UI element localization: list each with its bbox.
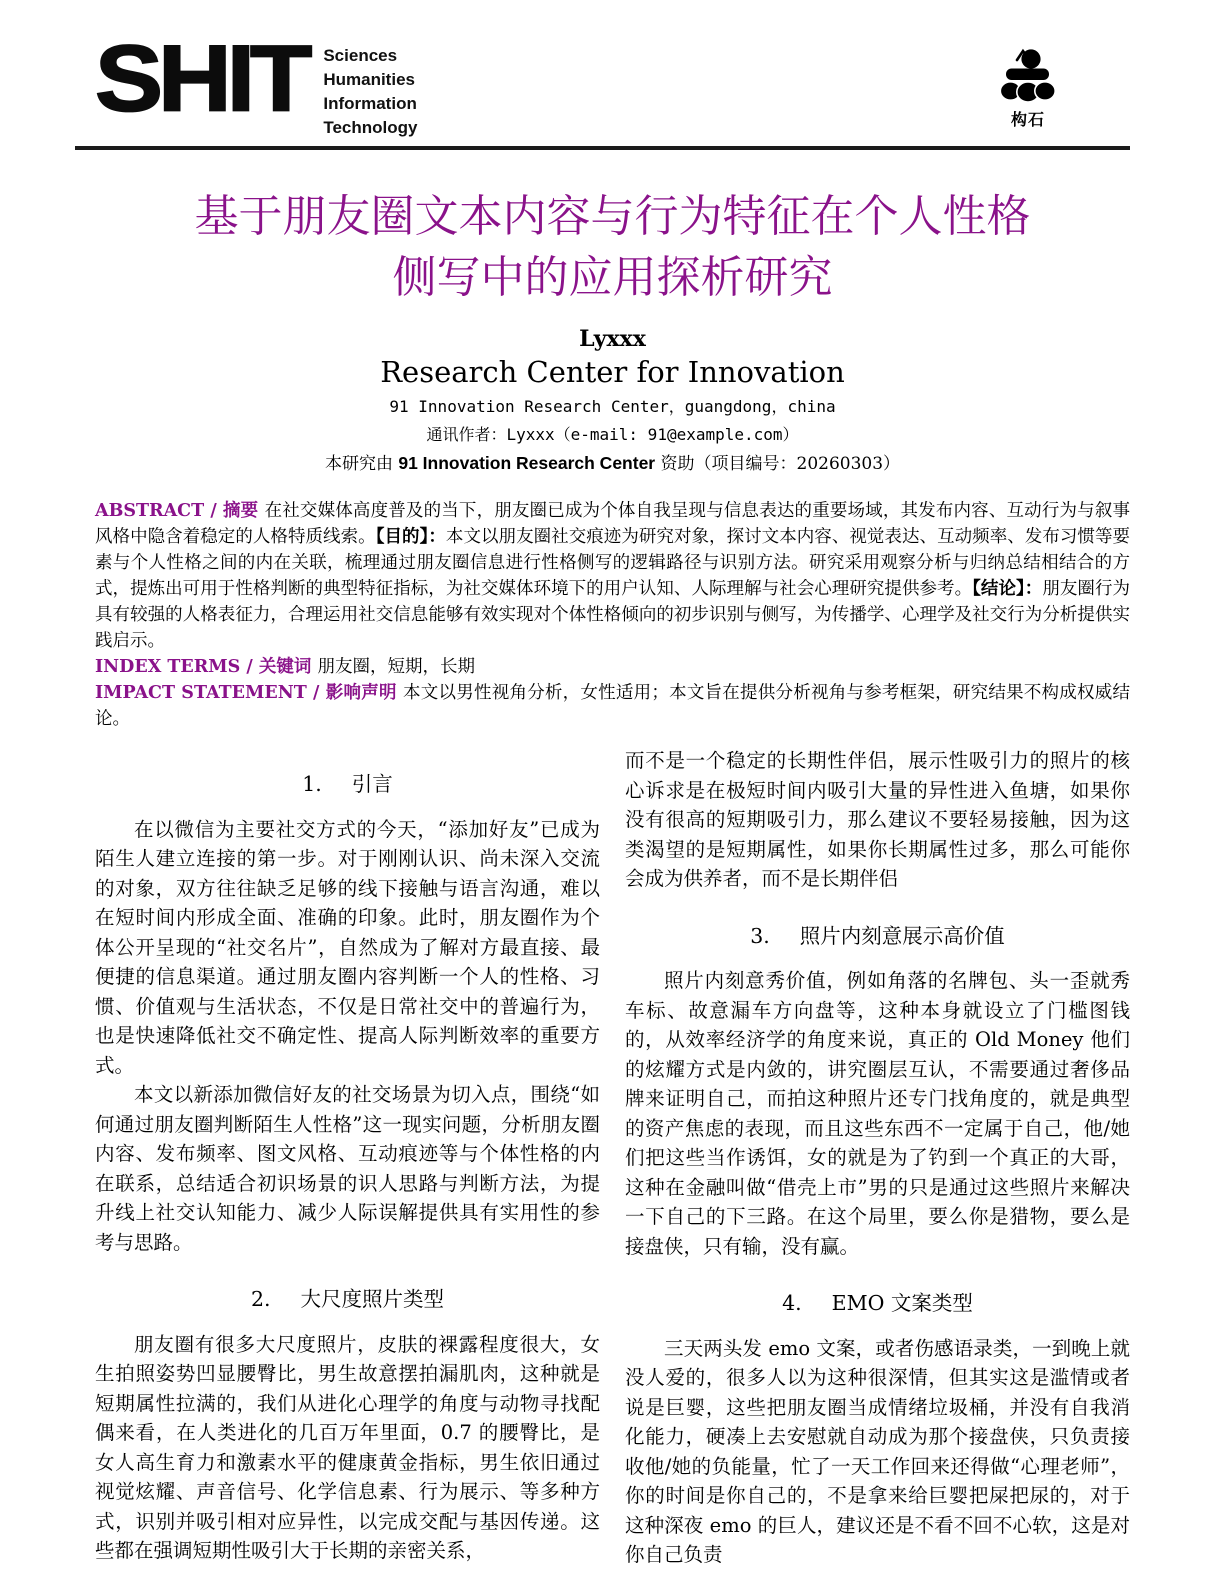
- section-4-title: EMO 文案类型: [831, 1291, 973, 1315]
- impact-statement-text: 本文以男性视角分析，女性适用；本文旨在提供分析视角与参考框架，研究结果不构成权威结论。: [95, 683, 1130, 729]
- journal-logo: [95, 25, 418, 140]
- publisher-logo: [992, 36, 1064, 130]
- left-column: [95, 746, 600, 1570]
- abstract-paragraph: [95, 498, 1130, 654]
- corresponding-author-line: 通讯作者：Lyxxx（e-mail: 91@example.com）: [426, 425, 799, 444]
- journal-logo-subtitle: [323, 36, 417, 140]
- abstract-text-1: 在社交媒体高度普及的当下，朋友圈已成为个体自我呈现与信息表达的重要场域，其发布内容、互动行为与叙事风格中隐含着稳定的人格特质线索。: [95, 501, 1130, 547]
- author-name: Lyxxx: [579, 326, 646, 352]
- section-3-title: 照片内刻意展示高价值: [799, 923, 1005, 948]
- impact-statement-label: IMPACT STATEMENT / 影响声明: [95, 683, 404, 703]
- rock-pile-icon: [995, 46, 1061, 106]
- logo-subtitle-line: Information: [323, 94, 417, 113]
- right-column: [625, 746, 1130, 1570]
- paper-title-line2: 侧写中的应用探析研究: [392, 252, 833, 303]
- publisher-logo-label: 构石: [1010, 112, 1045, 129]
- section-4-number: 4.: [782, 1291, 802, 1315]
- funding-center-name: 91 Innovation Research Center: [398, 453, 656, 473]
- abstract-conclusion-label: 【结论】：: [972, 579, 1043, 599]
- funding-line: [95, 449, 1130, 474]
- body-columns: [95, 746, 1130, 1570]
- frontmatter: [95, 498, 1130, 732]
- section-4-paragraph-1: 三天两头发 emo 文案，或者伤感语录类，一到晚上就没人爱的，很多人以为这种很深情，但其实这是滥情或者说是巨婴，这些把朋友圈当成情绪垃圾桶，并没有自我消化能力，硬凑上去安慰就自动成为那个接盘侠，只负责接收他/她的负能量，忙了一天工作回来还得做“心理老师”，你的时间是你自己的，不是拿来给巨婴把屎把尿的，对于这种深夜 emo 的巨人，建议还是不看不回不心软，这是对你自己负责: [625, 1336, 1130, 1566]
- section-2-paragraph-part2: 而不是一个稳定的长期性伴侣，展示性吸引力的照片的核心诉求是在极短时间内吸引大量的异性进入鱼塘，如果你没有很高的短期吸引力，那么建议不要轻易接触，因为这类渴望的是短期属性，如果你长期属性过多，那么可能你会成为供养者，而不是长期伴侣: [625, 749, 1130, 890]
- journal-masthead: [95, 25, 1130, 137]
- section-1-heading: [95, 770, 600, 800]
- section-4-heading: [625, 1289, 1130, 1319]
- section-3-number: 3.: [750, 923, 770, 948]
- journal-logo-text: SHIT: [95, 25, 308, 131]
- index-terms-paragraph: [95, 654, 1130, 680]
- section-1-paragraph-2: 本文以新添加微信好友的社交场景为切入点，围绕“如何通过朋友圈判断陌生人性格”这一现实问题，分析朋友圈内容、发布频率、图文风格、互动痕迹等与个体性格的内在联系，总结适合初识场景的识人思路与判断方法，为提升线上社交认知能力、减少人际误解提供具有实用性的参考与思路。: [95, 1083, 600, 1254]
- logo-subtitle-line: Technology: [323, 118, 418, 137]
- section-3-paragraph-1: 照片内刻意秀价值，例如角落的名牌包、头一歪就秀车标、故意漏车方向盘等，这种本身就设立了门槛图钱的，从效率经济学的角度来说，真正的 Old Money 他们的炫耀方式是内敛的，讲究圈层互认，不需要通过奢侈品牌来证明自己，而拍这种照片还专门找角度的，就是典型的资产焦虑的表现，而且这些东西不一定属于自己，他/她们把这些当作诱饵，女的就是为了钓到一个真正的大哥，这种在金融叫做“借壳上市”男的只是通过这些照片来解决一下自己的下三路。在这个局里，要么你是猎物，要么是接盘侠，只有输，没有赢。: [625, 969, 1130, 1258]
- funding-suffix: 资助（项目编号：20260303）: [655, 454, 901, 474]
- section-1-title: 引言: [351, 772, 393, 796]
- section-1-number: 1.: [302, 772, 322, 796]
- index-terms-text: 朋友圈，短期，长期: [317, 657, 475, 677]
- affiliation-address: 91 Innovation Research Center，guangdong，china: [389, 397, 836, 416]
- abstract-text-3: 朋友圈行为具有较强的人格表征力，合理运用社交信息能够有效实现对个体性格倾向的初步识别与侧写，为传播学、心理学及社交行为分析提供实践启示。: [95, 579, 1131, 651]
- author-affiliation: Research Center for Innovation: [380, 355, 845, 389]
- section-2-number: 2.: [250, 1287, 271, 1311]
- logo-subtitle-line: Sciences: [323, 46, 398, 65]
- section-3-heading: [625, 922, 1130, 952]
- index-terms-label: INDEX TERMS / 关键词: [95, 657, 318, 677]
- section-2-title: 大尺度照片类型: [300, 1287, 445, 1311]
- abstract-goal-label: 【目的】：: [375, 527, 446, 547]
- section-2-paragraph-part1: 朋友圈有很多大尺度照片，皮肤的裸露程度很大，女生拍照姿势凹显腰臀比，男生故意摆拍漏肌肉，这种就是短期属性拉满的，我们从进化心理学的角度与动物寻找配偶来看，在人类进化的几百万年里面，0.7 的腰臀比，是女人高生育力和激素水平的健康黄金指标，男生依旧通过视觉炫耀、声音信号、化学信息素、行为展示、等多种方式，识别并吸引相对应异性，以完成交配与基因传递。这些都在强调短期性吸引大于长期的亲密关系，: [95, 1332, 600, 1562]
- header-divider: [75, 146, 1130, 150]
- section-1-paragraph-1: 在以微信为主要社交方式的今天，“添加好友”已成为陌生人建立连接的第一步。对于刚刚认识、尚未深入交流的对象，双方往往缺乏足够的线下接触与语言沟通，难以在短时间内形成全面、准确的印象。此时，朋友圈作为个体公开呈现的“社交名片”，自然成为了解对方最直接、最便捷的信息渠道。通过朋友圈内容判断一个人的性格、习惯、价值观与生活状态，不仅是日常社交中的普遍行为，也是快速降低社交不确定性、提高人际判断效率的重要方式。: [95, 817, 600, 1077]
- abstract-text-2: 本文以朋友圈社交痕迹为研究对象，探讨文本内容、视觉表达、互动频率、发布习惯等要素与个人性格之间的内在关联，梳理通过朋友圈信息进行性格侧写的逻辑路径与识别方法。研究采用观察分析与归纳总结相结合的方式，提炼出可用于性格判断的典型特征指标，为社交媒体环境下的用户认知、人际理解与社会心理研究提供参考。: [95, 527, 1131, 599]
- abstract-label: ABSTRACT / 摘要: [95, 501, 265, 521]
- paper-title: [95, 186, 1130, 308]
- paper-title-line1: 基于朋友圈文本内容与行为特征在个人性格: [194, 191, 1031, 242]
- logo-subtitle-line: Humanities: [323, 70, 415, 89]
- section-2-heading: [95, 1285, 600, 1315]
- impact-statement-paragraph: [95, 680, 1130, 732]
- funding-prefix: 本研究由: [324, 454, 399, 474]
